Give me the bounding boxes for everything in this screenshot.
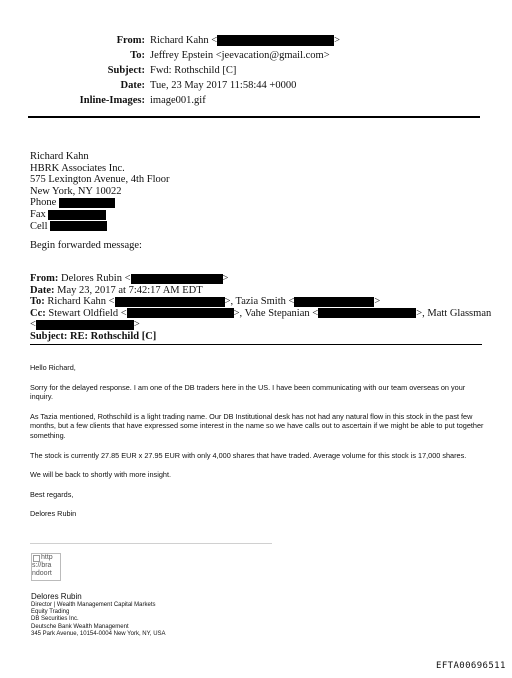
redaction-block [217,35,334,46]
redaction-block [131,274,223,284]
fwd-subject-row [30,331,490,343]
fwd-cc-mid: >, Vahe Stepanian < [233,307,319,319]
redaction-block [36,320,134,330]
from-name: Richard Kahn < [150,35,218,46]
sig2-division: Deutsche Bank Wealth Management [31,623,129,630]
body-greeting: Hello Richard, [30,363,76,372]
redaction-block [318,308,416,318]
fwd-cc-value: Stewart Oldfield < [48,307,127,319]
sig2-title: Director | Wealth Management Capital Markets [31,602,156,608]
fwd-subject-value: RE: Rothschild [C] [69,330,157,342]
inline-images-label: Inline-Images: [79,95,145,106]
inline-images-value: image001.gif [150,95,206,106]
sig-address1: 575 Lexington Avenue, 4th Floor [30,174,170,186]
header-inline-images-row [0,93,512,108]
fwd-from-row [30,273,490,285]
fwd-cc-row [30,308,490,320]
body-paragraph-3: The stock is currently 27.85 EUR x 27.95 EUR with only 4,000 shares that have traded. Average volume for this stock is 17,000 shares. [30,450,467,460]
sender-signature [30,151,170,232]
sig-name: Richard Kahn [30,151,89,162]
sig2-dept: Equity Trading [31,609,70,616]
date-label: Date: [120,80,145,91]
subject-label: Subject: [107,65,145,76]
header-date-row [0,78,512,93]
sig2-address: 345 Park Avenue, 10154-0004 New York, NY, USA [31,630,166,637]
signature-divider [30,543,272,544]
sig-phone [30,197,170,209]
fwd-cc-open: < [30,319,36,331]
header-subject-row [0,63,512,78]
body-signoff: Delores Rubin [30,509,77,519]
redaction-block [59,198,115,208]
fwd-cc-end: >, Matt Glassman [416,307,492,319]
forwarded-header [30,273,490,343]
redaction-block [294,297,374,307]
fwd-date-value: May 23, 2017 at 7:42:17 AM EDT [57,284,203,296]
fwd-to-close: > [374,296,381,308]
sig-address2: New York, NY 10022 [30,185,122,197]
message-body [30,363,485,529]
sig-company: HBRK Associates Inc. [30,162,125,174]
broken-image-icon [33,555,40,562]
subject-value: Fwd: Rothschild [C] [150,65,237,76]
body-paragraph-2: As Tazia mentioned, Rothschild is a light trading name. Our DB Institutional desk has not had any natural flow in this stock in the past few months, but a few clients that have expressed some interest in the name so we have calls out to ascertain if we might be able to put together something. [30,411,484,440]
header-divider [28,116,480,118]
image-alt-line3: ndoort [32,570,52,577]
fwd-cc-row2 [30,319,490,331]
fwd-to-row [30,296,490,308]
body-closing: Best regards, [30,489,74,499]
fwd-from-label: From: [30,273,59,284]
header-from-row [0,33,512,48]
fax-label: Fax [30,208,46,220]
broken-image-placeholder[interactable] [31,553,61,581]
fwd-from-value: Delores Rubin < [61,273,131,284]
from-close: > [334,35,341,46]
fwd-cc-close: > [133,319,140,331]
fwd-to-mid: >, Tazia Smith < [224,296,295,308]
to-label: To: [130,50,145,61]
fwd-date-label: Date: [30,284,55,296]
date-value: Tue, 23 May 2017 11:58:44 +0000 [150,80,297,91]
fwd-to-label: To: [30,296,45,308]
forwarded-divider [30,344,482,345]
fwd-to-value: Richard Kahn < [47,296,115,308]
from-value [150,33,340,48]
email-header [0,33,512,108]
phone-label: Phone [30,197,57,209]
to-value: Jeffrey Epstein <jeevacation@gmail.com> [150,50,330,61]
fwd-date-row [30,285,490,297]
redaction-block [48,210,106,220]
from-label: From: [116,35,145,46]
header-to-row [0,48,512,63]
image-alt-line2: s://bra [32,562,52,569]
sig-cell [30,221,170,233]
sig-fax [30,209,170,221]
redaction-block [127,308,234,318]
cell-label: Cell [30,220,48,232]
body-paragraph-4: We will be back to shortly with more insight. [30,470,171,480]
fwd-subject-label: Subject: [30,330,68,342]
redaction-block [115,297,225,307]
fwd-cc-label: Cc: [30,307,46,319]
image-alt-line1: http [41,554,53,561]
document-id: EFTA00696511 [436,661,506,671]
fwd-from-close: > [222,273,229,284]
forward-intro: Begin forwarded message: [30,240,142,251]
sig2-name: Delores Rubin [31,592,82,601]
body-paragraph-1: Sorry for the delayed response. I am one of the DB traders here in the US. I have been communicating with our team overseas on your inquiry. [30,382,466,402]
trader-signature [31,592,166,638]
redaction-block [50,221,107,231]
sig2-entity: DB Securities Inc. [31,616,79,623]
